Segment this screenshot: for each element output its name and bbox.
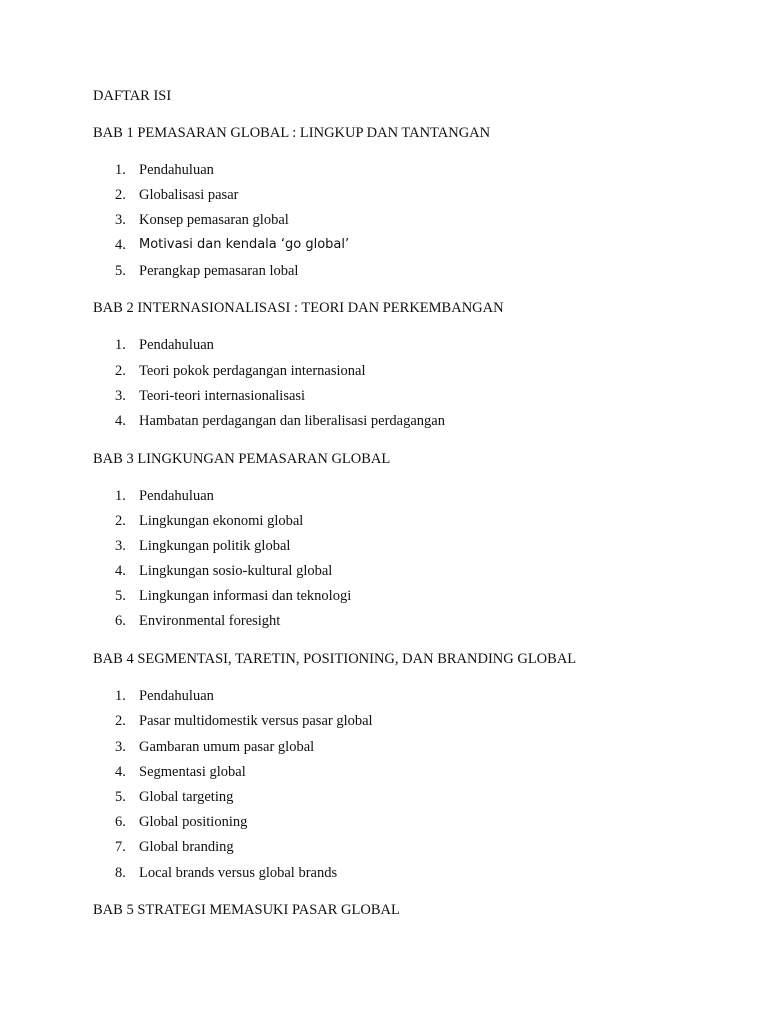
item-text: Pendahuluan — [139, 162, 214, 178]
item-number: 8. — [115, 865, 126, 881]
item-number: 2. — [115, 187, 126, 203]
item-number: 6. — [115, 814, 126, 830]
item-number: 6. — [115, 613, 126, 629]
item-number: 1. — [115, 337, 126, 353]
item-text: Lingkungan informasi dan teknologi — [139, 588, 352, 604]
item-number: 3. — [115, 739, 126, 755]
item-number: 5. — [115, 588, 126, 604]
item-number: 4. — [115, 237, 126, 253]
item-text: Pasar multidomestik versus pasar global — [139, 713, 373, 729]
document-title: DAFTAR ISI — [93, 88, 172, 104]
item-number: 1. — [115, 488, 126, 504]
item-number: 2. — [115, 513, 126, 529]
item-text: Motivasi dan kendala ‘go global’ — [139, 237, 350, 252]
item-number: 3. — [115, 212, 126, 228]
item-number: 1. — [115, 688, 126, 704]
item-text: Segmentasi global — [139, 764, 246, 780]
chapter-heading: BAB 3 LINGKUNGAN PEMASARAN GLOBAL — [93, 451, 391, 467]
item-text: Perangkap pemasaran lobal — [139, 263, 299, 279]
item-number: 4. — [115, 563, 126, 579]
item-text: Global targeting — [139, 789, 234, 805]
item-text: Konsep pemasaran global — [139, 212, 289, 228]
item-text: Pendahuluan — [139, 688, 214, 704]
item-number: 4. — [115, 764, 126, 780]
item-text: Teori pokok perdagangan internasional — [139, 363, 366, 379]
item-text: Globalisasi pasar — [139, 187, 239, 203]
item-number: 1. — [115, 162, 126, 178]
item-text: Lingkungan sosio-kultural global — [139, 563, 333, 579]
item-number: 7. — [115, 839, 126, 855]
item-number: 3. — [115, 538, 126, 554]
item-number: 3. — [115, 388, 126, 404]
item-number: 2. — [115, 363, 126, 379]
chapter-heading: BAB 2 INTERNASIONALISASI : TEORI DAN PERKEMBANGAN — [93, 300, 504, 316]
chapter-heading: BAB 1 PEMASARAN GLOBAL : LINGKUP DAN TANTANGAN — [93, 125, 491, 141]
item-text: Pendahuluan — [139, 488, 214, 504]
item-text: Global branding — [139, 839, 234, 855]
item-text: Lingkungan politik global — [139, 538, 291, 554]
item-text: Lingkungan ekonomi global — [139, 513, 304, 529]
item-text: Hambatan perdagangan dan liberalisasi perdagangan — [139, 413, 445, 429]
item-number: 4. — [115, 413, 126, 429]
item-text: Environmental foresight — [139, 613, 281, 629]
item-text: Global positioning — [139, 814, 248, 830]
item-text: Teori-teori internasionalisasi — [139, 388, 306, 404]
item-text: Gambaran umum pasar global — [139, 739, 315, 755]
item-number: 5. — [115, 789, 126, 805]
item-number: 5. — [115, 263, 126, 279]
item-text: Pendahuluan — [139, 337, 214, 353]
item-text: Local brands versus global brands — [139, 865, 338, 881]
chapter-heading: BAB 5 STRATEGI MEMASUKI PASAR GLOBAL — [93, 902, 400, 918]
item-number: 2. — [115, 713, 126, 729]
chapter-heading: BAB 4 SEGMENTASI, TARETIN, POSITIONING, DAN BRANDING GLOBAL — [93, 651, 577, 667]
